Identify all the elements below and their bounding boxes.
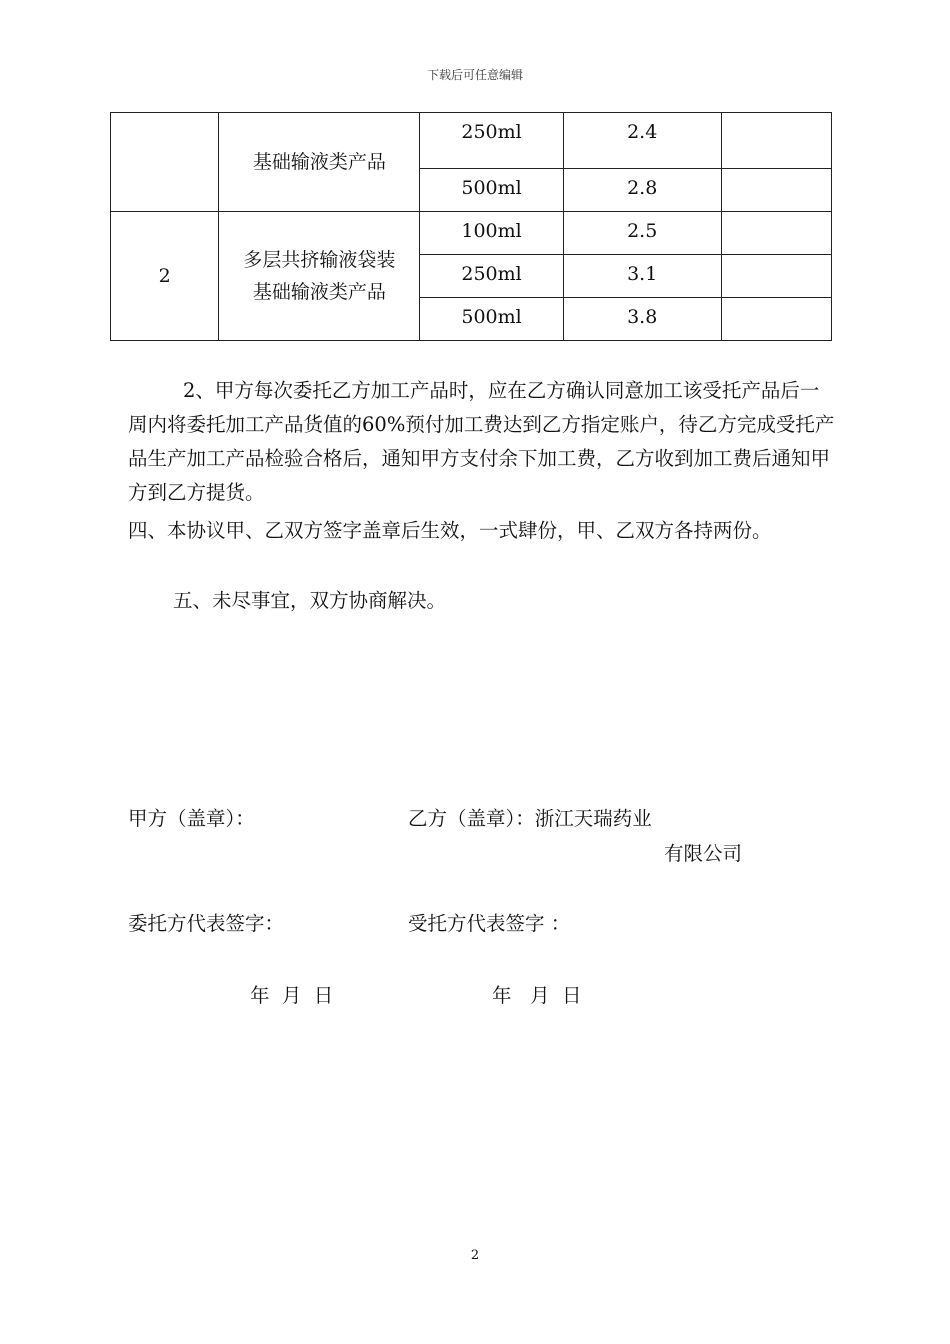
blank-cell	[721, 298, 832, 341]
product-name-line: 基础输液类产品	[252, 281, 386, 303]
blank-cell	[721, 113, 832, 169]
spec-cell: 500ml	[420, 169, 564, 212]
date-b: 年 月 日	[492, 984, 582, 1007]
spec-cell: 100ml	[420, 212, 564, 255]
blank-cell	[721, 212, 832, 255]
pricing-table	[110, 112, 832, 341]
party-a-seal-label: 甲方（盖章）：	[128, 807, 255, 830]
party-b-seal-label-cont: 有限公司	[664, 842, 743, 865]
product-name-line: 多层共挤输液袋装	[243, 249, 396, 271]
paragraph-text: 四、本协议甲、乙双方签字盖章后生效，一式肆份，甲、乙双方各持两份。	[128, 519, 772, 542]
price-cell: 2.8	[563, 169, 721, 212]
agent-rep-signature-label: 受托方代表签字 ：	[408, 912, 571, 935]
payment-paragraph	[128, 374, 838, 510]
table-row	[111, 212, 832, 255]
product-name-cell: 基础输液类产品	[219, 113, 420, 212]
product-name-cell	[219, 212, 420, 341]
price-cell: 2.4	[563, 113, 721, 169]
row-number-cell: 2	[111, 212, 219, 341]
spec-cell: 250ml	[420, 113, 564, 169]
principal-rep-signature-label: 委托方代表签字：	[128, 912, 285, 935]
party-b-seal-label: 乙方（盖章）：浙江天瑞药业	[408, 807, 652, 830]
effective-paragraph	[128, 514, 838, 548]
price-cell: 2.5	[563, 212, 721, 255]
blank-cell	[721, 169, 832, 212]
header-note: 下载后可任意编辑	[426, 68, 523, 82]
paragraph-text: 五、未尽事宜，双方协商解决。	[173, 589, 447, 612]
blank-cell	[721, 255, 832, 298]
date-a: 年 月 日	[250, 984, 334, 1007]
row-number-cell	[111, 113, 219, 212]
paragraph-text: 2、甲方每次委托乙方加工产品时，应在乙方确认同意加工该受托产品后一周内将委托加工产品货值的60%预付加工费达到乙方指定账户，待乙方完成受托产品生产加工产品检验合格后，通知甲方支付余下加工费，乙方收到加工费后通知甲方到乙方提货。	[128, 379, 835, 504]
price-cell: 3.1	[563, 255, 721, 298]
price-cell: 3.8	[563, 298, 721, 341]
other-matters-paragraph	[128, 584, 838, 618]
spec-cell: 250ml	[420, 255, 564, 298]
spec-cell: 500ml	[420, 298, 564, 341]
page-number: 2	[470, 1248, 480, 1263]
table-row	[111, 113, 832, 169]
